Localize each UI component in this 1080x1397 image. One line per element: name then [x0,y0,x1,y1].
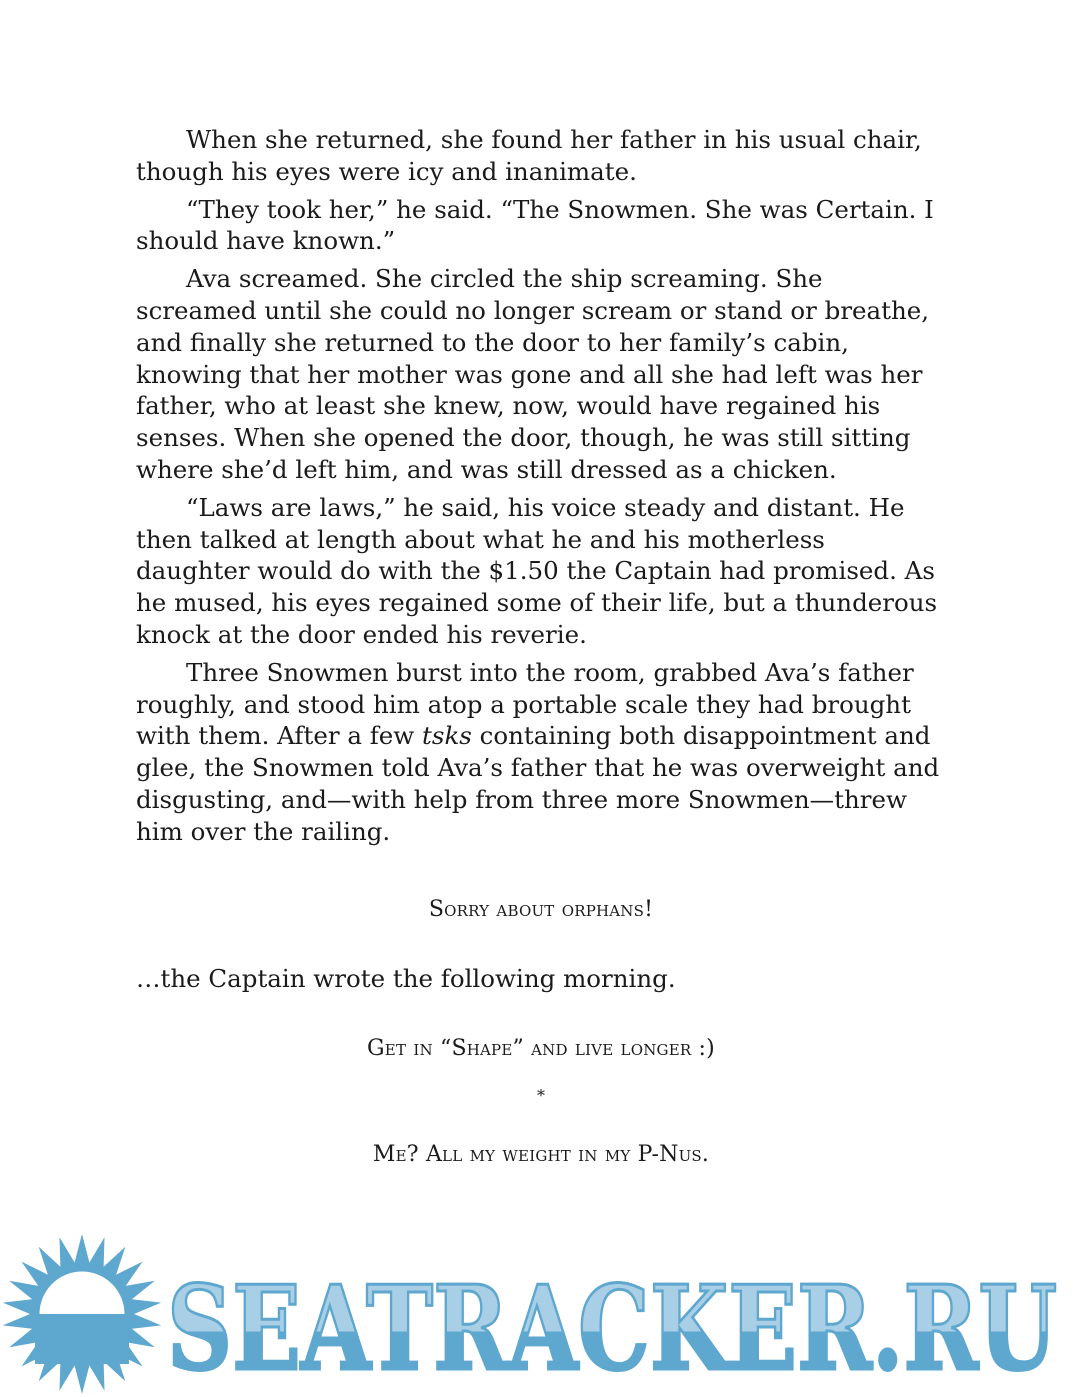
captain-note: Get in “Shape” and live longer :) [367,1036,715,1062]
captain-note: Sorry about orphans! [428,896,654,922]
section-separator: * [537,1086,545,1106]
paragraph: When she returned, she found her father in his usual chair, though his eyes were icy and inanimate. [136,125,922,186]
page-body [136,124,946,1170]
watermark-text: SEATRACKER.RU [167,1261,1057,1397]
watermark-logo [0,1232,1080,1397]
captain-note: Me? All my weight in my P-Nus. [372,1142,710,1168]
paragraph-italic: tsks [422,721,472,751]
sun-over-sea-icon [3,1234,161,1394]
paragraph: “They took her,” he said. “The Snowmen. She was Certain. I should have known.” [136,194,934,256]
paragraph: Ava screamed. She circled the ship screaming. She screamed until she could no longer scream or stand or breathe, and finally she returned to the door to her family’s cabin, knowing that her mother was gone and all she had left was her father, who at least she knew, now, would have regained his senses. When she opened the door, though, he was still sitting where she’d left him, and was still dressed as a chicken. [136,264,930,484]
narration: …the Captain wrote the following morning. [136,963,676,993]
paragraph [136,657,946,848]
paragraph-text: containing both disappointment and glee, the Snowmen told Ava’s father that he was overweight and disgusting, and—with help from three more Snowmen—threw him over the railing. [136,721,940,846]
paragraph-text: Three Snowmen burst into the room, grabbed Ava’s father roughly, and stood him atop a portable scale they had brought with them. After a few [136,657,914,751]
paragraph: “Laws are laws,” he said, his voice steady and distant. He then talked at length about what he and his motherless daughter would do with the $1.50 the Captain had promised. As he mused, his eyes regained some of their life, but a thunderous knock at the door ended his reverie. [136,492,938,649]
